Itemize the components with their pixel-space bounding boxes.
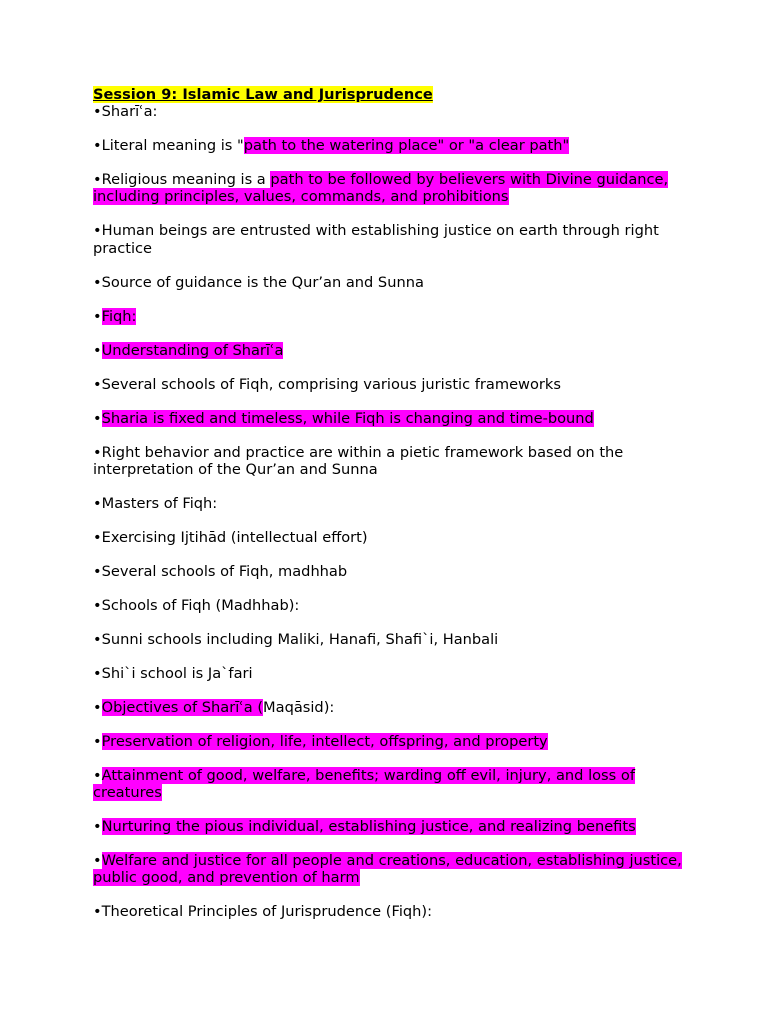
bullet-text: •Sharīʿa:	[93, 103, 158, 121]
bullet-text: •	[93, 852, 102, 870]
bullet-paragraph	[93, 103, 683, 120]
highlighted-text: Preservation of religion, life, intellect, offspring, and property	[101, 732, 548, 750]
highlighted-text: path to be followed by believers with Divine guidance, including principles, values, commands, and prohibitions	[93, 171, 669, 206]
bullet-paragraph	[93, 852, 683, 886]
bullet-text: •Human beings are entrusted with establishing justice on earth through right practice	[93, 222, 659, 257]
bullet-paragraph	[93, 171, 683, 205]
bullet-paragraph	[93, 699, 683, 716]
bullet-text: •Shi`i school is Ja`fari	[93, 664, 253, 682]
highlighted-text: Welfare and justice for all people and creations, education, establishing justice, public good, and prevention of harm	[93, 852, 682, 887]
bullet-text: •	[93, 766, 102, 784]
bullet-paragraph	[93, 495, 683, 512]
bullet-text: •Right behavior and practice are within a pietic framework based on the interpretation of the Qur’an and Sunna	[93, 443, 624, 478]
bullet-paragraph	[93, 665, 683, 682]
bullet-paragraph	[93, 631, 683, 648]
bullet-paragraph	[93, 563, 683, 580]
highlighted-text: Attainment of good, welfare, benefits; warding off evil, injury, and loss of creatures	[93, 766, 635, 802]
bullet-text: •Source of guidance is the Qur’an and Sunna	[93, 273, 424, 291]
document-title: Session 9: Islamic Law and Jurisprudence	[93, 86, 433, 103]
bullet-paragraph	[93, 529, 683, 546]
bullet-paragraph	[93, 767, 683, 801]
bullet-paragraph	[93, 818, 683, 835]
bullet-text: •Theoretical Principles of Jurisprudence (Fiqh):	[93, 903, 433, 921]
bullet-text: •Several schools of Fiqh, comprising various juristic frameworks	[93, 375, 561, 393]
bullet-paragraph	[93, 222, 683, 256]
bullet-paragraph	[93, 137, 683, 154]
bullet-text: •Sunni schools including Maliki, Hanafi, Shafi`i, Hanbali	[93, 630, 499, 648]
bullet-text: •Literal meaning is "	[93, 137, 244, 155]
bullet-paragraph	[93, 903, 683, 920]
bullet-paragraph	[93, 733, 683, 750]
bullet-paragraph	[93, 342, 683, 359]
highlighted-text: Nurturing the pious individual, establishing justice, and realizing benefits	[101, 818, 636, 836]
document-page	[93, 86, 683, 937]
bullet-text: •	[93, 409, 102, 427]
bullet-text: •Exercising Ijtihād (intellectual effort)	[93, 528, 368, 546]
bullet-paragraph	[93, 597, 683, 614]
bullet-text: •Several schools of Fiqh, madhhab	[93, 562, 348, 580]
bullet-paragraph	[93, 376, 683, 393]
bullet-text: •	[93, 341, 102, 359]
bullet-text: •Schools of Fiqh (Madhhab):	[93, 596, 300, 614]
document-title-line	[93, 86, 683, 103]
bullet-text: •	[93, 698, 102, 716]
bullet-text: •	[93, 732, 102, 750]
bullet-list	[93, 103, 683, 920]
highlighted-text: path to the watering place" or "a clear path"	[243, 137, 570, 155]
highlighted-text: Understanding of Sharīʿa	[101, 341, 284, 359]
highlighted-text: Sharia is fixed and timeless, while Fiqh is changing and time-bound	[101, 409, 594, 427]
highlighted-text: Fiqh:	[101, 307, 137, 325]
bullet-text: •	[93, 818, 102, 836]
bullet-text: •Masters of Fiqh:	[93, 494, 218, 512]
highlighted-text: Objectives of Sharīʿa (	[101, 698, 264, 716]
bullet-paragraph	[93, 308, 683, 325]
bullet-paragraph	[93, 410, 683, 427]
bullet-paragraph	[93, 444, 683, 478]
bullet-text: •	[93, 307, 102, 325]
bullet-text: Maqāsid):	[263, 698, 335, 716]
bullet-paragraph	[93, 274, 683, 291]
bullet-text: •Religious meaning is a	[93, 171, 271, 189]
